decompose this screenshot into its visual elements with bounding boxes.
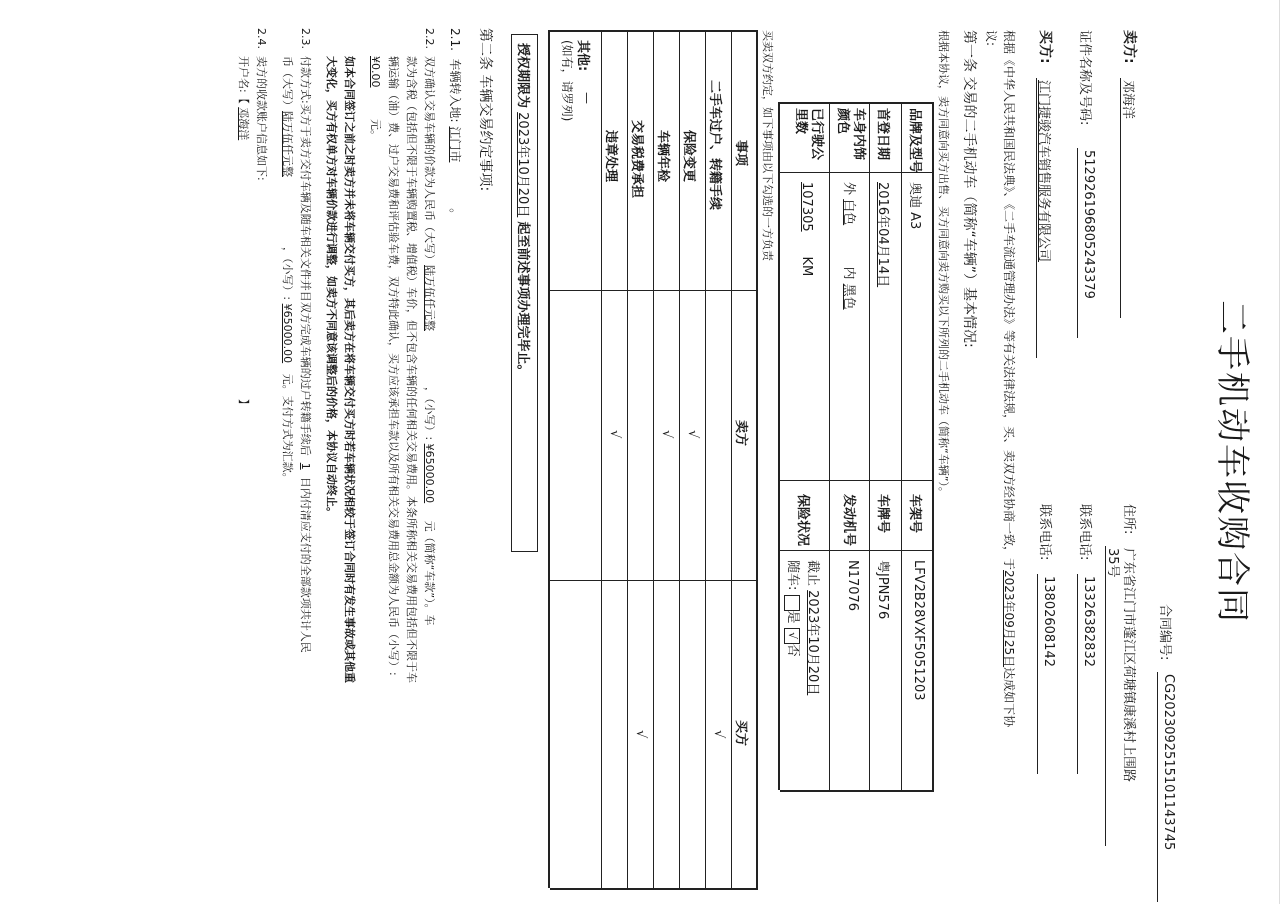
vehicle-brand: 奥迪 A3 (907, 182, 922, 230)
vehicle-insurance-transfer: 随车: 是 √否 (785, 560, 800, 657)
seller-id-value: 512926196805243379 (1081, 150, 1096, 299)
duties-other-value: — (580, 92, 594, 104)
clause-2-2-line1: 2.2. 双方确认交易车辆的价款为人民币（大写）陆万伍仟元整 ，（小写）: ¥65000.00 元（简称“车款”）。车 (423, 28, 436, 626)
page-title: 二手机动车收购合同 (1212, 300, 1252, 624)
duties-row-seller-mark[interactable]: √ (685, 430, 700, 439)
clause-2-4: 2.4. 卖方的收款账户信息如下: (255, 28, 268, 181)
preamble-line2: 议: (984, 30, 998, 47)
contract-number-label: 合同编号: (1157, 604, 1172, 661)
duties-row-item: 二手车过户、转籍手续 (707, 80, 722, 211)
insurance-no-checkbox[interactable]: √ (785, 628, 801, 644)
vehicle-plate-label: 车牌号 (875, 494, 890, 534)
clause-2-3-line2: 币（大写）陆万伍仟元整 ，（小写）: ¥65000.00 元。支付方式为汇款。 (281, 56, 294, 484)
article1-intro: 根据本协议，卖方同意向买方出售、买方同意向卖方购买以下所列的二手机动车（简称“车辆”）。 (937, 30, 950, 498)
vehicle-vin: LFV2B28VXF5051203 (911, 560, 926, 701)
preamble-line1: 根据《中华人民共和国民法典》、《二手车流通管理办法》等有关法律法规，买、卖双方经协商一致，于2023年09月25日达成如下协 (1002, 30, 1016, 728)
duties-other-hint: (如有，请罗列) (560, 40, 574, 122)
clause-2-2-bold2: 大变化，买方有权单方对车辆价款进行调整，如卖方不同意该调整后的价格，本协议自动终止。 (325, 56, 338, 518)
buyer-phone: 13802608142 (1041, 576, 1056, 667)
duties-row-seller-mark[interactable]: √ (607, 430, 622, 439)
clause-2-1: 2.1. 车辆转入地: 江门市 。 (448, 28, 462, 221)
seller-name: 邓海洋 (1120, 80, 1135, 120)
seller-address-label: 住所: (1121, 504, 1136, 535)
vehicle-plate: 粤JPN576 (875, 560, 890, 620)
duties-other-label: 其他: (575, 40, 590, 72)
seller-address: 广东省江门市蓬江区荷塘镇康溪村上围路 (1121, 548, 1136, 783)
buyer-label: 买方: (1037, 30, 1053, 64)
duties-row-buyer-mark[interactable]: √ (633, 730, 648, 739)
vehicle-brand-label: 品牌及型号 (907, 108, 922, 174)
vehicle-vin-label: 车架号 (907, 494, 922, 534)
duties-header-item: 事项 (733, 140, 748, 167)
clause-2-2-line2: 款为含税（包括但不限于车辆购置税、增值税）车价，但不包含车辆的任何相关交易费用。本条所称相关交易费用包括但不限于车 (405, 56, 418, 683)
clause-2-4-holder: 开户名:【 邓海洋 】 (237, 56, 250, 410)
article2-heading: 第二条 车辆交易约定事项: (477, 28, 493, 192)
clause-2-2-bold1: 如本合同签订之前之时卖方并未将车辆交付买方，其后卖方在将车辆交付买方时若车辆状况相较于签订合同时有发生事故或其他重 (343, 56, 356, 683)
clause-2-2-line3: 辆运输（油）费、过户交易费和评估验车费，双方特此确认，买方应该承担车款以及所有相关交易费用总金额为人民币（小写）: (387, 56, 400, 676)
vehicle-engine: N17076 (845, 560, 860, 612)
duties-row-item: 交易税费承担 (629, 120, 644, 199)
duties-caption: 买卖双方约定，如下事项由以下勾选的一方负责 (761, 30, 774, 261)
duties-row-item: 保险变更 (681, 130, 696, 183)
duties-header-seller: 卖方 (733, 420, 748, 447)
vehicle-color-label: 车身内饰颜色 (835, 108, 866, 161)
seller-phone: 13326382832 (1081, 576, 1096, 667)
authorization-box: 授权期限为 2023年10月20日 起至前述事项办理完毕止。 (511, 34, 538, 552)
seller-id-label: 证件名称及号码: (1077, 30, 1092, 126)
vehicle-reg-label: 首登日期 (875, 108, 890, 161)
contract-number-underline (1157, 672, 1158, 902)
vehicle-mileage: 107305 KM (799, 182, 814, 277)
insurance-yes-checkbox[interactable] (785, 595, 801, 611)
vehicle-color: 外 白色 内 黑色 (841, 182, 856, 310)
clause-2-3-line1: 2.3. 付款方式:买方于卖方交付车辆及随车相关文件并目双方完成车辆的过户转籍手续后 1 日内付清应支付的全部款项共计人民 (299, 28, 312, 653)
seller-label: 卖方: (1121, 30, 1137, 64)
duties-header-buyer: 买方 (733, 720, 748, 747)
contract-number-value: CG202309251510114374​5 (1161, 674, 1176, 851)
vehicle-insurance-until: 截止 2023年10月20日 (805, 560, 820, 696)
duties-row-item: 违章处理 (603, 130, 618, 183)
seller-address-line2: 35号 (1105, 548, 1120, 578)
article1-heading: 第一条 交易的二手机动车（简称“车辆”）基本情况: (961, 30, 977, 348)
duties-row-item: 车辆年检 (655, 130, 670, 183)
vehicle-reg-date: 2016年04月14日 (875, 182, 890, 288)
clause-2-2-fee: ¥0.00 元。 (369, 56, 382, 141)
duties-row-buyer-mark[interactable]: √ (711, 730, 726, 739)
seller-phone-label: 联系电话: (1077, 504, 1092, 561)
duties-row-seller-mark[interactable]: √ (659, 430, 674, 439)
buyer-name: 江门捷骏汽车销售服务有限公司 (1036, 80, 1051, 263)
vehicle-mileage-label: 已行驶公里数 (793, 108, 824, 161)
vehicle-engine-label: 发动机号 (841, 494, 856, 547)
vehicle-insurance-label: 保险状况 (795, 494, 810, 547)
buyer-phone-label: 联系电话: (1037, 504, 1052, 561)
